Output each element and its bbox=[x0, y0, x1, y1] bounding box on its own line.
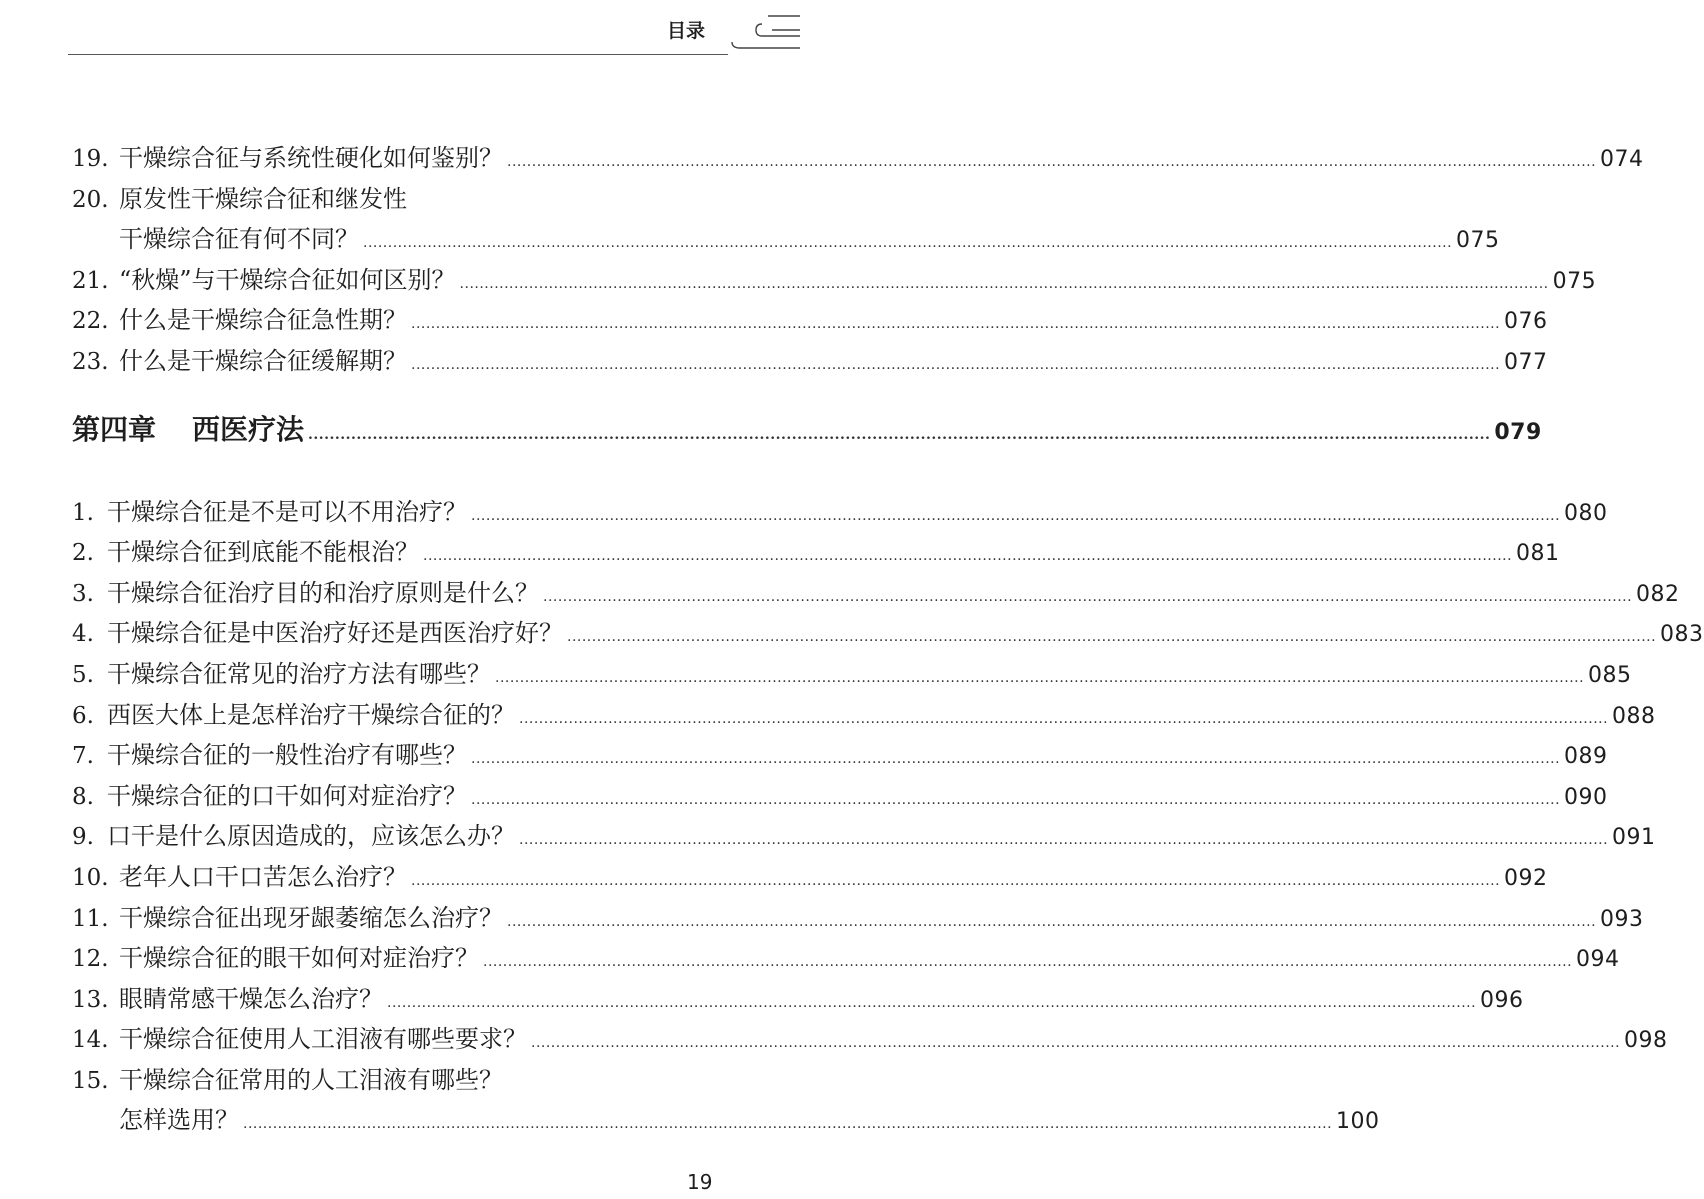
entry-title: 干燥综合征使用人工泪液有哪些要求？ bbox=[119, 1025, 527, 1054]
toc-entry[interactable] bbox=[72, 776, 1608, 817]
entry-page-number: 096 bbox=[1480, 987, 1524, 1013]
entry-page-number: 082 bbox=[1636, 581, 1680, 607]
header-rule bbox=[68, 54, 728, 55]
entry-number: 15. bbox=[72, 1067, 109, 1094]
dot-leader: ............................................................................................................................................................................................................................ bbox=[507, 913, 1597, 930]
dot-leader: ............................................................................................................................................................................................................................ bbox=[507, 154, 1597, 170]
entry-number: 12. bbox=[72, 946, 109, 973]
entry-number: 9. bbox=[72, 824, 94, 851]
dot-leader: ............................................................................................................................................................................................................................ bbox=[411, 872, 1501, 889]
entry-title-continuation: 干燥综合征有何不同？ bbox=[119, 225, 359, 254]
entry-page-number: 092 bbox=[1504, 865, 1548, 891]
toc-entry[interactable] bbox=[72, 1019, 1668, 1060]
entry-number: 3. bbox=[72, 580, 94, 607]
entry-title: 干燥综合征治疗目的和治疗原则是什么？ bbox=[107, 578, 539, 607]
entry-number: 13. bbox=[72, 986, 109, 1013]
entry-page-number: 083 bbox=[1660, 622, 1704, 648]
entry-title: 什么是干燥综合征缓解期？ bbox=[119, 346, 407, 375]
toc-entry[interactable] bbox=[72, 735, 1608, 776]
toc-entry[interactable] bbox=[72, 492, 1608, 533]
entry-title-continuation: 怎样选用？ bbox=[119, 1106, 239, 1135]
toc-entry[interactable] bbox=[72, 979, 1524, 1020]
chapter-heading[interactable] bbox=[72, 408, 1542, 458]
entry-number: 4. bbox=[72, 621, 94, 648]
dot-leader: ............................................................................................................................................................................................................................ bbox=[308, 426, 1491, 443]
dot-leader: ............................................................................................................................................................................................................................ bbox=[531, 1035, 1621, 1052]
entry-page-number: 089 bbox=[1564, 744, 1608, 770]
table-of-contents bbox=[72, 138, 1704, 1141]
entry-title: 老年人口干口苦怎么治疗？ bbox=[119, 862, 407, 891]
entry-page-number: 093 bbox=[1600, 906, 1644, 932]
entry-title: 干燥综合征是中医治疗好还是西医治疗好？ bbox=[107, 619, 563, 648]
cloud-ornament-icon bbox=[728, 12, 800, 52]
dot-leader: ............................................................................................................................................................................................................................ bbox=[471, 507, 1561, 524]
toc-entry[interactable] bbox=[72, 857, 1548, 898]
dot-leader: ............................................................................................................................................................................................................................ bbox=[387, 994, 1477, 1011]
chapter-page-number: 079 bbox=[1494, 419, 1542, 445]
entry-title: 干燥综合征的眼干如何对症治疗？ bbox=[119, 944, 479, 973]
entry-number: 5. bbox=[72, 661, 94, 688]
dot-leader: ............................................................................................................................................................................................................................ bbox=[423, 548, 1513, 565]
entry-title: 口干是什么原因造成的，应该怎么办？ bbox=[107, 822, 515, 851]
entry-number: 1. bbox=[72, 499, 94, 526]
entry-title: 原发性干燥综合征和继发性 bbox=[119, 184, 407, 213]
toc-entry[interactable] bbox=[72, 695, 1656, 736]
entry-number: 19. bbox=[72, 146, 109, 172]
entry-title: 干燥综合征常用的人工泪液有哪些？ bbox=[119, 1065, 503, 1094]
dot-leader: ............................................................................................................................................................................................................................ bbox=[543, 588, 1633, 605]
toc-entry[interactable] bbox=[72, 573, 1680, 614]
entry-title: “秋燥”与干燥综合征如何区别？ bbox=[119, 265, 456, 294]
entry-number: 6. bbox=[72, 702, 94, 729]
entry-page-number: 077 bbox=[1504, 349, 1548, 375]
entry-title: 干燥综合征常见的治疗方法有哪些？ bbox=[107, 659, 491, 688]
toc-entry[interactable] bbox=[72, 341, 1548, 382]
toc-entry[interactable] bbox=[72, 1060, 718, 1101]
entry-number: 22. bbox=[72, 308, 109, 335]
entry-title: 干燥综合征的口干如何对症治疗？ bbox=[107, 781, 467, 810]
toc-entry[interactable] bbox=[72, 613, 1704, 654]
entry-page-number: 080 bbox=[1564, 500, 1608, 526]
toc-entry[interactable] bbox=[72, 260, 1597, 301]
entry-number: 7. bbox=[72, 743, 94, 770]
entry-title: 干燥综合征与系统性硬化如何鉴别？ bbox=[119, 144, 503, 172]
entry-page-number: 074 bbox=[1600, 147, 1644, 172]
page-number: 19 bbox=[687, 1170, 713, 1194]
dot-leader: ............................................................................................................................................................................................................................ bbox=[459, 275, 1549, 292]
entry-number: 11. bbox=[72, 905, 109, 932]
dot-leader: ............................................................................................................................................................................................................................ bbox=[519, 710, 1609, 727]
page-header-title: 目录 bbox=[667, 20, 706, 42]
entry-number: 14. bbox=[72, 1027, 109, 1054]
entry-title: 西医大体上是怎样治疗干燥综合征的？ bbox=[107, 700, 515, 729]
toc-entry[interactable] bbox=[72, 816, 1656, 857]
toc-section-after bbox=[72, 492, 1704, 1142]
entry-number: 2. bbox=[72, 540, 94, 567]
dot-leader: ............................................................................................................................................................................................................................ bbox=[411, 356, 1501, 373]
dot-leader: ............................................................................................................................................................................................................................ bbox=[243, 1116, 1333, 1133]
toc-entry[interactable] bbox=[72, 300, 1548, 341]
toc-entry[interactable] bbox=[72, 532, 1560, 573]
dot-leader: ............................................................................................................................................................................................................................ bbox=[483, 954, 1573, 971]
toc-entry-continuation[interactable] bbox=[72, 1100, 1380, 1141]
toc-entry[interactable] bbox=[72, 938, 1620, 979]
entry-title: 干燥综合征出现牙龈萎缩怎么治疗？ bbox=[119, 903, 503, 932]
dot-leader: ............................................................................................................................................................................................................................ bbox=[495, 669, 1585, 686]
entry-page-number: 090 bbox=[1564, 784, 1608, 810]
entry-page-number: 075 bbox=[1456, 228, 1500, 254]
dot-leader: ............................................................................................................................................................................................................................ bbox=[519, 832, 1609, 849]
entry-page-number: 091 bbox=[1612, 825, 1656, 851]
entry-title: 干燥综合征到底能不能根治？ bbox=[107, 538, 419, 567]
dot-leader: ............................................................................................................................................................................................................................ bbox=[363, 235, 1453, 252]
entry-page-number: 076 bbox=[1504, 309, 1548, 335]
dot-leader: ............................................................................................................................................................................................................................ bbox=[471, 751, 1561, 768]
dot-leader: ............................................................................................................................................................................................................................ bbox=[471, 791, 1561, 808]
entry-page-number: 088 bbox=[1612, 703, 1656, 729]
entry-page-number: 081 bbox=[1516, 541, 1560, 567]
entry-page-number: 094 bbox=[1576, 947, 1620, 973]
entry-number: 8. bbox=[72, 783, 94, 810]
chapter-title: 第四章 西医疗法 bbox=[72, 412, 305, 446]
entry-page-number: 098 bbox=[1624, 1028, 1668, 1054]
entry-number: 21. bbox=[72, 267, 109, 294]
entry-title: 干燥综合征的一般性治疗有哪些？ bbox=[107, 741, 467, 770]
entry-page-number: 085 bbox=[1588, 662, 1632, 688]
toc-entry-continuation[interactable] bbox=[72, 219, 1500, 260]
toc-section-before bbox=[72, 138, 1644, 382]
entry-number: 10. bbox=[72, 864, 109, 891]
entry-page-number: 075 bbox=[1552, 268, 1597, 294]
toc-entry[interactable] bbox=[72, 898, 1644, 939]
entry-number: 23. bbox=[72, 348, 109, 375]
toc-entry[interactable] bbox=[72, 138, 1644, 179]
toc-entry[interactable] bbox=[72, 179, 718, 220]
entry-title: 眼睛常感干燥怎么治疗？ bbox=[119, 984, 383, 1013]
entry-number: 20. bbox=[72, 186, 109, 213]
entry-title: 干燥综合征是不是可以不用治疗？ bbox=[107, 497, 467, 526]
dot-leader: ............................................................................................................................................................................................................................ bbox=[567, 629, 1657, 646]
dot-leader: ............................................................................................................................................................................................................................ bbox=[411, 316, 1501, 333]
entry-page-number: 100 bbox=[1336, 1109, 1380, 1135]
entry-title: 什么是干燥综合征急性期？ bbox=[119, 306, 407, 335]
toc-entry[interactable] bbox=[72, 654, 1632, 695]
